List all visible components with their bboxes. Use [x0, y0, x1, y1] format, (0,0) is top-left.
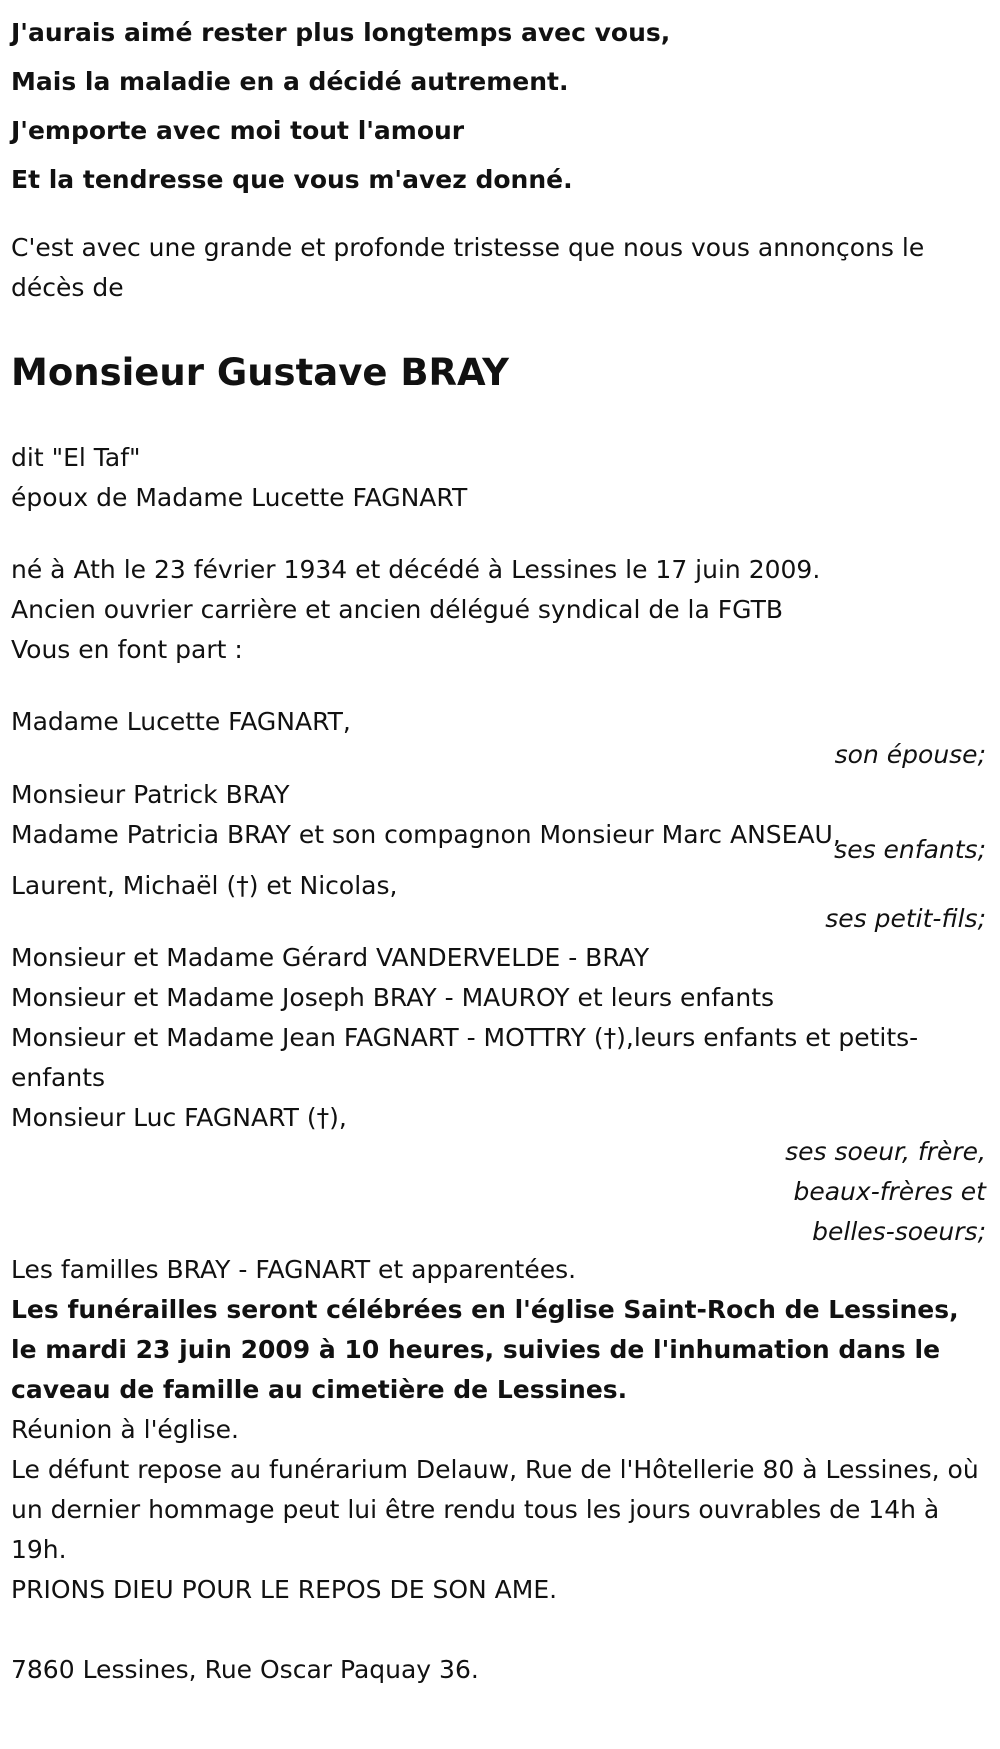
relation-line: beaux-frères et	[793, 1177, 986, 1206]
relation-line: ses soeur, frère,	[785, 1137, 986, 1166]
relation-label: ses petit-fils;	[825, 904, 986, 933]
intro-text: C'est avec une grande et profonde tristesse que nous vous annonçons le décès de	[11, 233, 925, 302]
poem-line: Et la tendresse que vous m'avez donné.	[11, 165, 573, 194]
poem-line: J'emporte avec moi tout l'amour	[11, 116, 465, 145]
family-group-spouse	[11, 702, 986, 767]
family-line: Madame Patricia BRAY et son compagnon Monsieur Marc ANSEAU,	[11, 820, 841, 849]
spouse-line: époux de Madame Lucette FAGNART	[11, 483, 468, 512]
death-notice	[11, 0, 986, 1690]
family-line: Monsieur Luc FAGNART (†),	[11, 1103, 347, 1132]
family-line: Monsieur et Madame Jean FAGNART - MOTTRY (†),leurs enfants et petits-	[11, 1023, 919, 1052]
address: 7860 Lessines, Rue Oscar Paquay 36.	[11, 1655, 479, 1684]
relation-label: son épouse;	[834, 740, 986, 769]
occupation: Ancien ouvrier carrière et ancien délégué syndical de la FGTB	[11, 595, 784, 624]
family-line: enfants	[11, 1063, 106, 1092]
birth-death: né à Ath le 23 février 1934 et décédé à Lessines le 17 juin 2009.	[11, 555, 821, 584]
poem-line: J'aurais aimé rester plus longtemps avec vous,	[11, 18, 671, 47]
families-closing: Les familles BRAY - FAGNART et apparentées.	[11, 1255, 577, 1284]
family-line: Madame Lucette FAGNART,	[11, 707, 351, 736]
family-line: Monsieur Patrick BRAY	[11, 780, 290, 809]
identity-block	[11, 438, 986, 518]
announce: Vous en font part :	[11, 635, 243, 664]
nickname: dit "El Taf"	[11, 443, 141, 472]
funeral-details: Les funérailles seront célébrées en l'église Saint-Roch de Lessines, le mardi 23 juin 2009 à 10 heures, suivies de l'inhumation dans le caveau de famille au cimetière de Lessines.	[11, 1295, 959, 1404]
family-line: Monsieur et Madame Joseph BRAY - MAUROY et leurs enfants	[11, 983, 775, 1012]
relation-label	[11, 1132, 986, 1252]
meeting-note: Réunion à l'église.	[11, 1415, 239, 1444]
rest-place: Le défunt repose au funérarium Delauw, Rue de l'Hôtellerie 80 à Lessines, où un dernier hommage peut lui être rendu tous les jours ouvrables de 14h à 19h.	[11, 1455, 979, 1564]
poem	[11, 0, 986, 204]
prayer: PRIONS DIEU POUR LE REPOS DE SON AME.	[11, 1575, 558, 1604]
deceased-name: Monsieur Gustave BRAY	[11, 351, 509, 394]
relation-line: belles-soeurs;	[812, 1217, 986, 1246]
family-line: Laurent, Michaël (†) et Nicolas,	[11, 871, 398, 900]
family-group-children	[11, 775, 986, 862]
bio-block	[11, 550, 986, 670]
family-group-grandchildren	[11, 866, 986, 931]
relation-label: ses enfants;	[834, 835, 986, 864]
family-line: Monsieur et Madame Gérard VANDERVELDE - BRAY	[11, 943, 650, 972]
poem-line: Mais la maladie en a décidé autrement.	[11, 67, 569, 96]
family-group-siblings	[11, 938, 986, 1252]
family-list	[11, 702, 986, 1290]
